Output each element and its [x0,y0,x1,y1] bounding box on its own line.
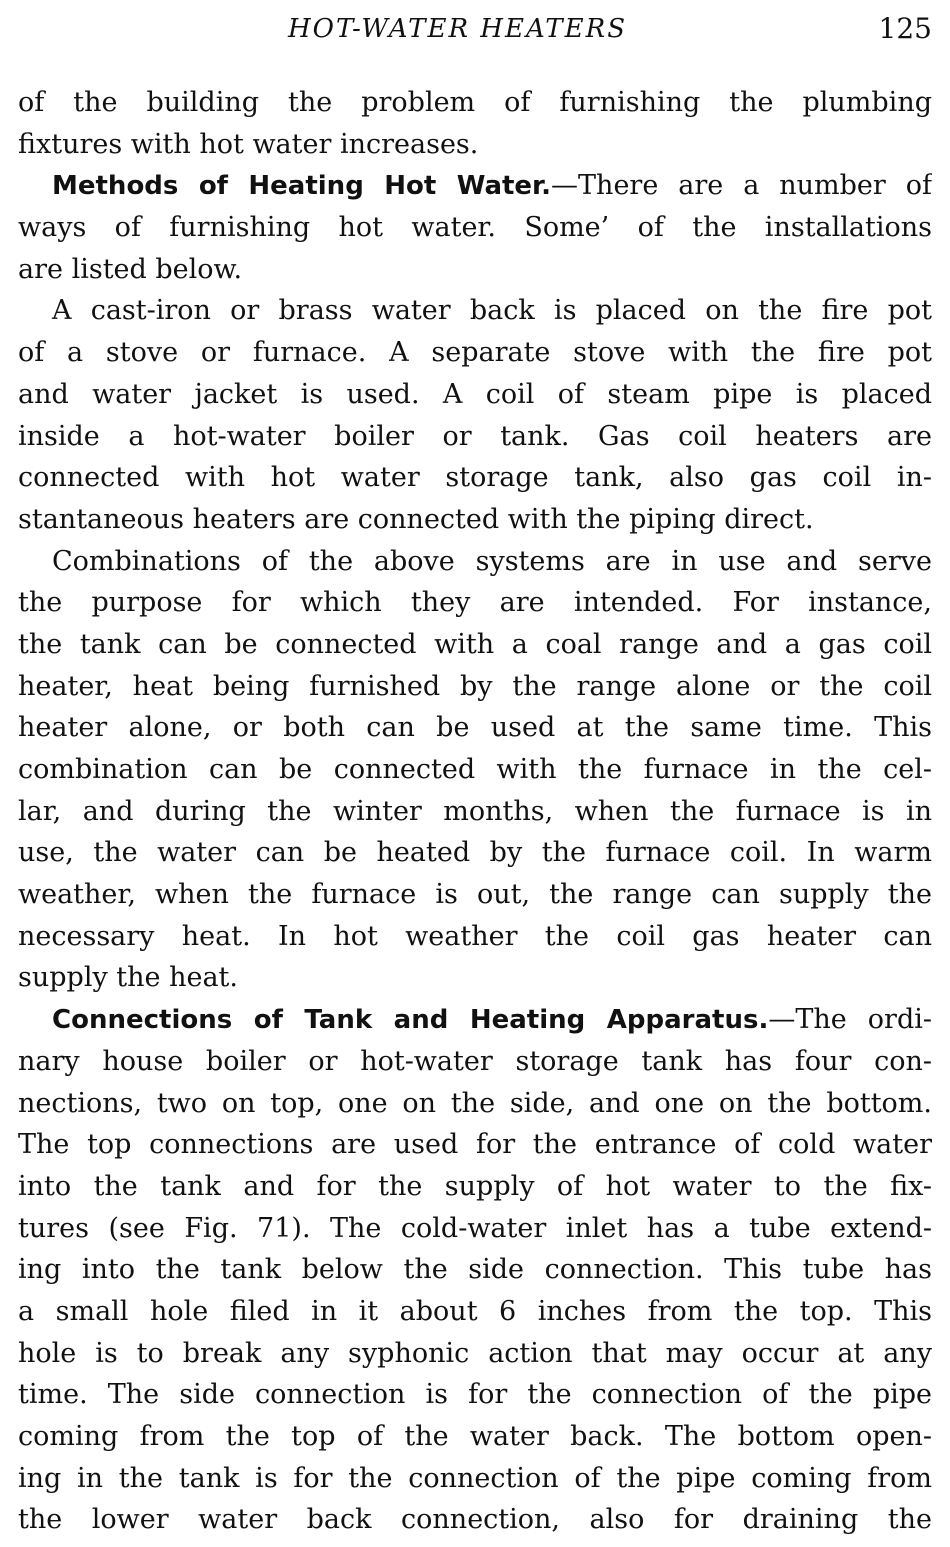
text-line: Combinations of the above systems are in use and serve [52,545,932,577]
text-line: lar, and during the winter months, when the furnace is in [18,795,932,827]
section-heading: Connections of Tank and Heating Apparatus. [52,1005,769,1036]
page-number: 125 [878,12,932,45]
text-line: nary house boiler or hot-water storage tank has four con- [18,1045,932,1077]
paragraph [18,165,932,290]
text-line: heater, heat being furnished by the range alone or the coil [18,670,932,702]
text-line: a small hole filed in it about 6 inches from the top. This [18,1295,932,1327]
text-line: Methods of Heating Hot Water.—There are a number of [52,170,932,202]
text-line: fixtures with hot water increases. [18,128,479,160]
text-line: heater alone, or both can be used at the same time. This [18,712,932,744]
text-line: The top connections are used for the entrance of cold water [18,1129,932,1161]
text-line: ing into the tank below the side connection. This tube has [18,1254,932,1286]
running-title: HOT-WATER HEATERS [288,14,628,44]
paragraph [18,290,932,540]
text-line: nections, two on top, one on the side, and one on the bottom. [18,1087,932,1119]
text-line: supply the heat. [18,962,238,994]
text-line: weather, when the furnace is out, the range can supply the [18,879,932,911]
text-line: necessary heat. In hot weather the coil gas heater can [18,920,932,952]
text-line: into the tank and for the supply of hot water to the fix- [18,1170,932,1202]
text-line: use, the water can be heated by the furnace coil. In warm [18,837,932,869]
paragraph [18,999,932,1541]
text-line: tures (see Fig. 71). The cold-water inlet has a tube extend- [18,1212,932,1244]
text-line: the purpose for which they are intended. For instance, [18,587,932,619]
text-line: the lower water back connection, also for draining the [18,1504,932,1536]
text-line: ing in the tank is for the connection of the pipe coming from [18,1462,932,1494]
running-head [0,10,950,50]
text-line: coming from the top of the water back. The bottom open- [18,1421,932,1452]
text-line: of the building the problem of furnishing the plumbing [18,87,932,118]
text-line: ways of furnishing hot water. Some’ of the installations [18,212,932,244]
body-text [18,82,932,1541]
paragraph [18,82,932,165]
text-line: are listed below. [18,253,243,285]
section-heading: Methods of Heating Hot Water. [52,171,552,202]
text-line: A cast-iron or brass water back is placed on the fire pot [52,295,932,327]
text-line: combination can be connected with the furnace in the cel- [18,754,932,785]
text-line: time. The side connection is for the connection of the pipe [18,1379,932,1411]
text-line: and water jacket is used. A coil of steam pipe is placed [18,378,932,410]
text-line: hole is to break any syphonic action that may occur at any [18,1337,932,1369]
text-line: the tank can be connected with a coal range and a gas coil [18,628,932,660]
text-line: connected with hot water storage tank, also gas coil in- [18,462,932,494]
paragraph [18,541,932,1000]
text-line: stantaneous heaters are connected with the piping direct. [18,503,814,535]
text-line: inside a hot-water boiler or tank. Gas coil heaters are [18,420,932,452]
text-line: of a stove or furnace. A separate stove with the fire pot [18,337,932,369]
text-line: Connections of Tank and Heating Apparatus.—The ordi- [52,1004,932,1036]
